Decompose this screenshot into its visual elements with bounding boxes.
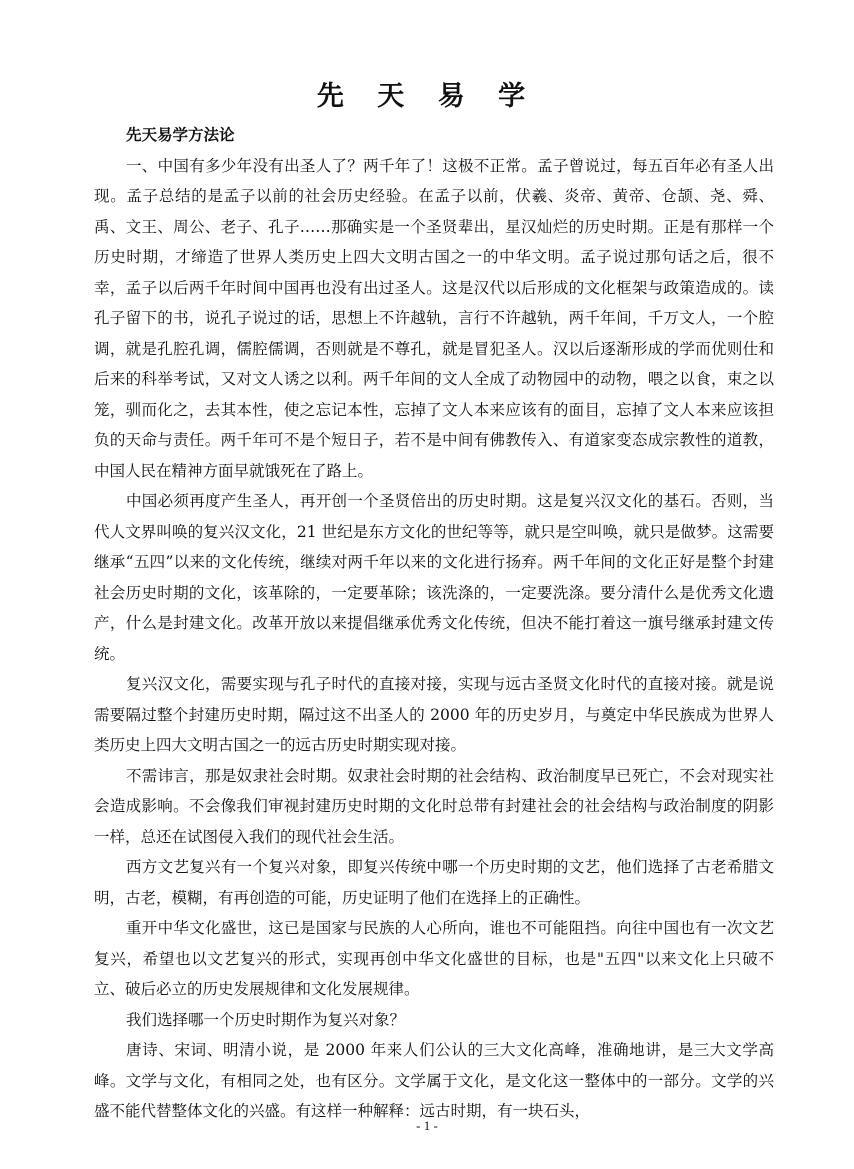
paragraph-2: 中国必须再度产生圣人，再开创一个圣贤倍出的历史时期。这是复兴汉文化的基石。否则，当代人文界叫唤的复兴汉文化，21 世纪是东方文化的世纪等等，就只是空叫唤，就只是做梦。这需要继承“五四”以来的文化传统，继续对两千年以来的文化进行扬弃。两千年间的文化正好是整个封建社会历史时期的文化，该革除的，一定要革除；该洗涤的，一定要洗涤。要分清什么是优秀文化遗产，什么是封建文化。改革开放以来提倡继承优秀文化传统，但决不能打着这一旗号继承封建文传统。 [94,492,774,663]
section-heading: 先天易学方法论 [126,126,235,144]
document-body [94,120,774,1127]
paragraph-4: 不需讳言，那是奴隶社会时期。奴隶社会时期的社会结构、政治制度早已死亡，不会对现实社会造成影响。不会像我们审视封建历史时期的文化时总带有封建社会的社会结构与政治制度的阴影一样，总还在试图侵入我们的现代社会生活。 [94,766,774,846]
paragraph-7: 我们选择哪一个历史时期作为复兴对象？ [126,1010,406,1029]
paragraph-8: 唐诗、宋词、明清小说，是 2000 年来人们公认的三大文化高峰，准确地讲，是三大文学高峰。文学与文化，有相同之处，也有区分。文学属于文化，是文化这一整体中的一部分。文学的兴盛不能代替整体文化的兴盛。有这样一种解释：远古时期，有一块石头， [94,1041,774,1120]
paragraph-3: 复兴汉文化，需要实现与孔子时代的直接对接，实现与远古圣贤文化时代的直接对接。就是说需要隔过整个封建历史时期，隔过这不出圣人的 2000 年的历史岁月，与奠定中华民族成为世界人类历史上四大文明古国之一的远古历史时期实现对接。 [94,675,774,754]
page-number: - 1 - [416,1118,438,1133]
paragraph-5: 西方文艺复兴有一个复兴对象，即复兴传统中哪一个历史时期的文艺，他们选择了古老希腊文明，古老，模糊，有再创造的可能，历史证明了他们在选择上的正确性。 [94,858,774,907]
paragraph-1: 一、中国有多少年没有出圣人了？两千年了！这极不正常。孟子曾说过，每五百年必有圣人出现。孟子总结的是孟子以前的社会历史经验。在孟子以前，伏羲、炎帝、黄帝、仓颉、尧、舜、禹、文王、周公、老子、孔子……那确实是一个圣贤辈出，星汉灿烂的历史时期。正是有那样一个历史时期，才缔造了世界人类历史上四大文明古国之一的中华文明。孟子说过那句话之后，很不幸，孟子以后两千年时间中国再也没有出过圣人。这是汉代以后形成的文化框架与政策造成的。读孔子留下的书，说孔子说过的话，思想上不许越轨，言行不许越轨，两千年间，千万文人，一个腔调，就是孔腔孔调，儒腔儒调，否则就是不尊孔，就是冒犯圣人。汉以后逐渐形成的学而优则仕和后来的科举考试，又对文人诱之以利。两千年间的文人全成了动物园中的动物，喂之以食，束之以笼，驯而化之，去其本性，使之忘记本性，忘掉了文人本来应该有的面目，忘掉了文人本来应该担负的天命与责任。两千年可不是个短日子，若不是中间有佛教传入、有道家变态成宗教性的道教，中国人民在精神方面早就饿死在了路上。 [94,156,774,480]
page-title: 先 天 易 学 [316,81,538,112]
paragraph-6: 重开中华文化盛世，这已是国家与民族的人心所向，谁也不可能阻挡。向往中国也有一次文艺复兴，希望也以文艺复兴的形式，实现再创中华文化盛世的目标，也是"五四"以来文化上只破不立、破后必立的历史发展规律和文化发展规律。 [94,919,774,998]
